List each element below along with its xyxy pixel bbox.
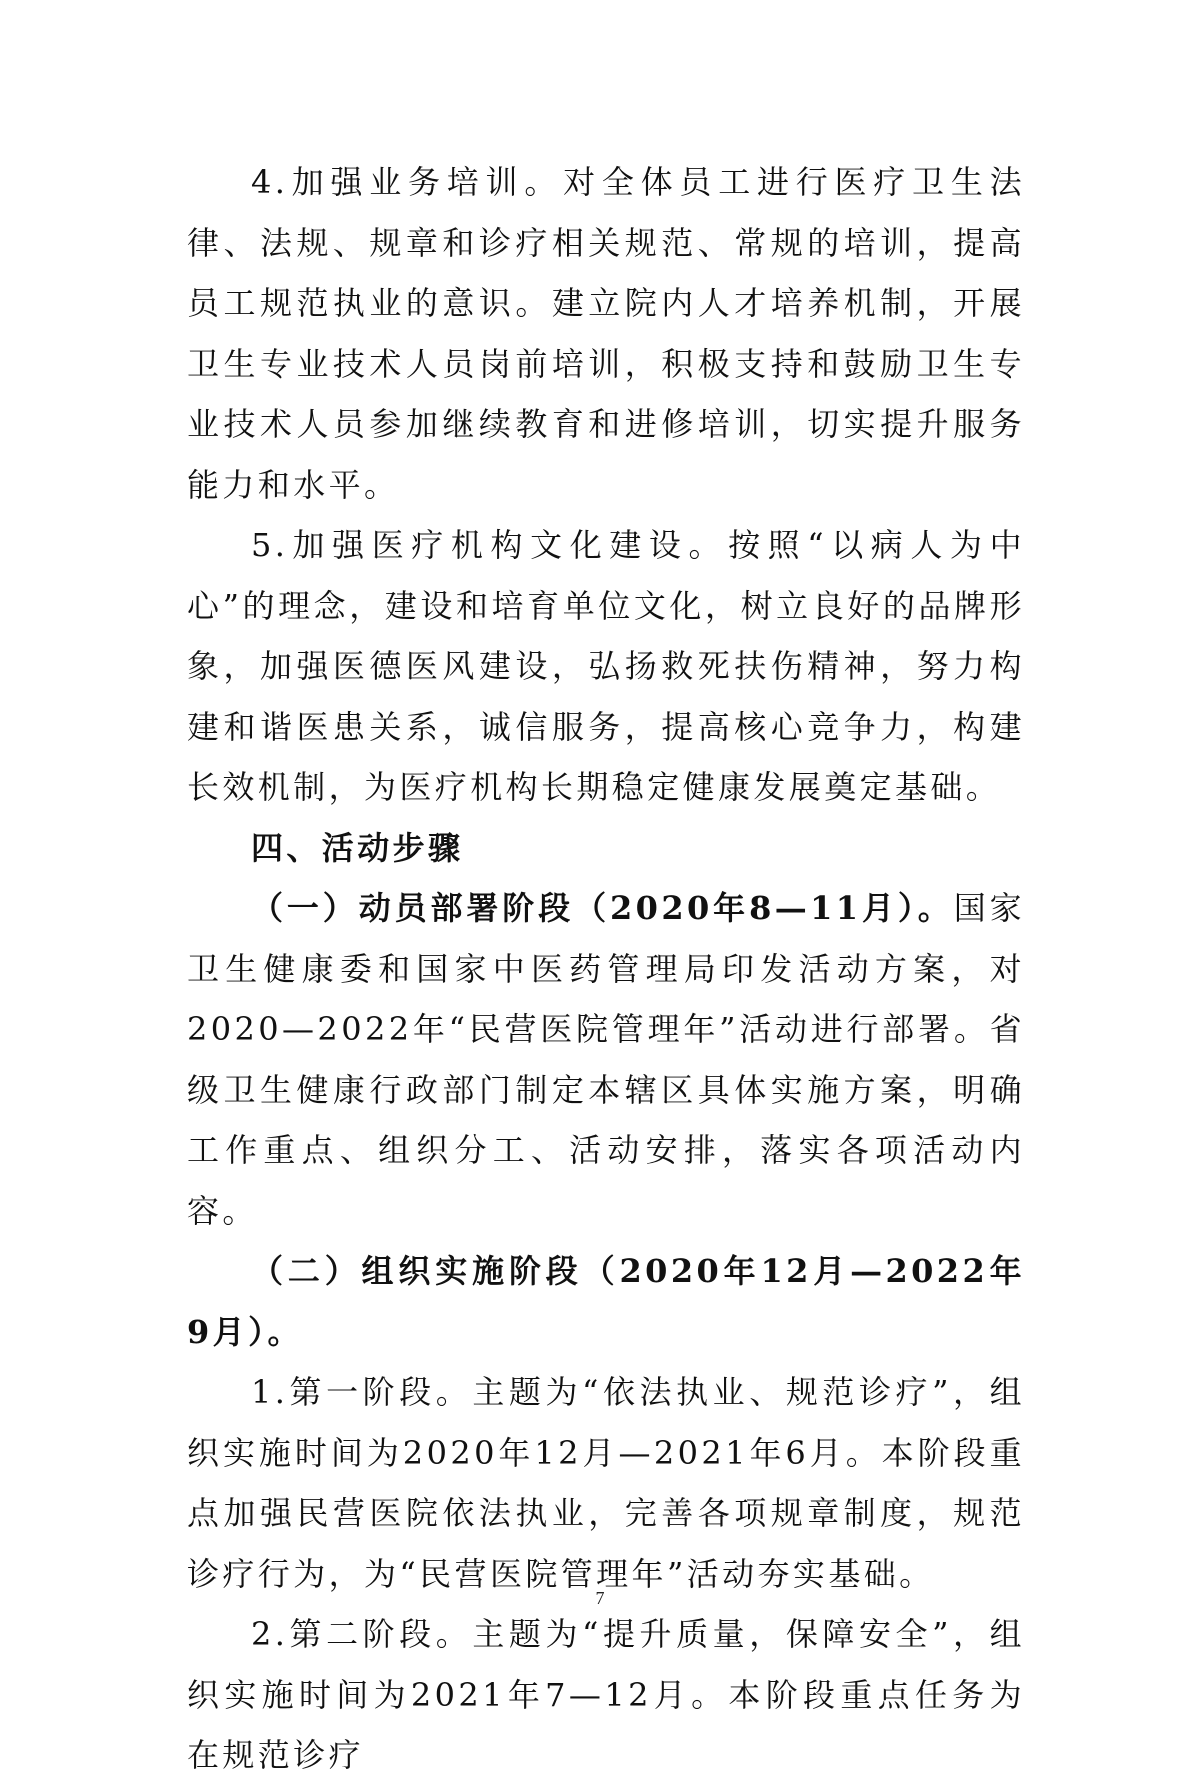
paragraph-culture: 5.加强医疗机构文化建设。按照“以病人为中心”的理念，建设和培育单位文化，树立良好的品牌形象，加强医德医风建设，弘扬救死扶伤精神，努力构建和谐医患关系，诚信服务，提高核心竞争力，构建长效机制，为医疗机构长期稳定健康发展奠定基础。 bbox=[187, 526, 1025, 806]
page-number: 7 bbox=[595, 1588, 605, 1608]
section-heading-activity-steps: 四、活动步骤 bbox=[251, 828, 464, 867]
document-body bbox=[187, 152, 1025, 1786]
paragraph-training: 4.加强业务培训。对全体员工进行医疗卫生法律、法规、规章和诊疗相关规范、常规的培训，提高员工规范执业的意识。建立院内人才培养机制，开展卫生专业技术人员岗前培训，积极支持和鼓励卫生专业技术人员参加继续教育和进修培训，切实提升服务能力和水平。 bbox=[187, 163, 1025, 504]
paragraph-mobilization-stage bbox=[187, 878, 1025, 1241]
paragraph-mobilization-text: 国家卫生健康委和国家中医药管理局印发活动方案，对2020—2022年“民营医院管理年”活动进行部署。省级卫生健康行政部门制定本辖区具体实施方案，明确工作重点、组织分工、活动安排，落实各项活动内容。 bbox=[187, 889, 1025, 1230]
subheading-mobilization-stage: （一）动员部署阶段（2020年8—11月）。 bbox=[251, 889, 954, 927]
paragraph-first-phase: 1.第一阶段。主题为“依法执业、规范诊疗”，组织实施时间为2020年12月—2021年6月。本阶段重点加强民营医院依法执业，完善各项规章制度，规范诊疗行为，为“民营医院管理年”活动夯实基础。 bbox=[187, 1373, 1025, 1593]
subheading-implementation-stage: （二）组织实施阶段（2020年12月—2022年9月）。 bbox=[187, 1252, 1025, 1351]
paragraph-second-phase: 2.第二阶段。主题为“提升质量，保障安全”，组织实施时间为2021年7—12月。本阶段重点任务为在规范诊疗 bbox=[187, 1615, 1025, 1774]
